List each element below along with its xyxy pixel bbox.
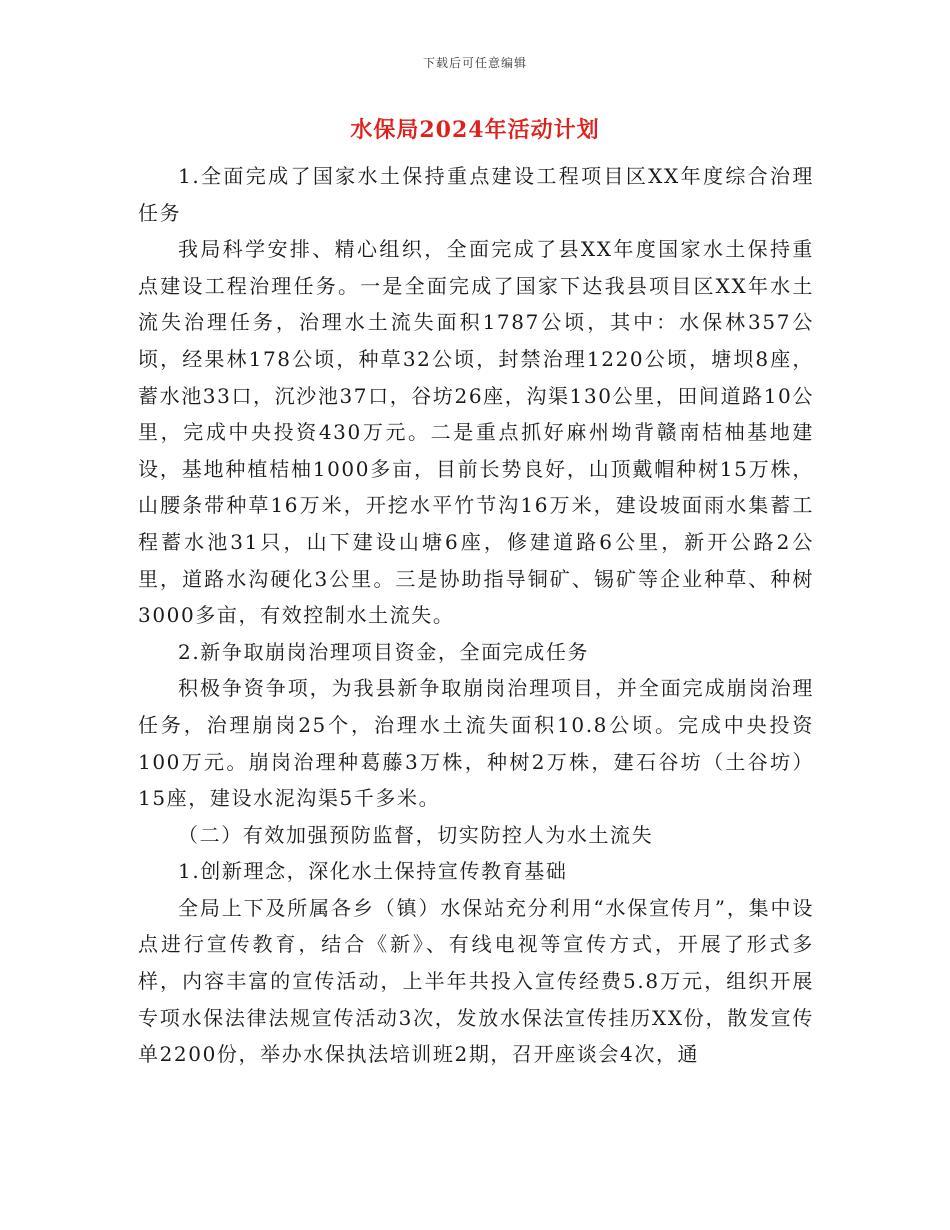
heading-item-2: 2.新争取崩岗治理项目资金，全面完成任务 <box>178 639 590 664</box>
header-note: 下载后可任意编辑 <box>422 56 527 70</box>
body-paragraph: 我局科学安排、精心组织，全面完成了县XX年度国家水土保持重点建设工程治理任务。一是全面完成了国家下达我县项目区XX年水土流失治理任务，治理水土流失面积1787公顷，其中：水保林357公顷，经果林178公顷，种草32公顷，封禁治理1220公顷，塘坝8座，蓄水池33口，沉沙池37口，谷坊26座，沟渠130公里，田间道路10公里，完成中央投资430万元。二是重点抓好麻州坳背赣南桔柚基地建设，基地种植桔柚1000多亩，目前长势良好，山顶戴帽种树15万株，山腰条带种草16万米，开挖水平竹节沟16万米，建设坡面雨水集蓄工程蓄水池31只，山下建设山塘6座，修建道路6公里，新开公路2公里，道路水沟硬化3公里。三是协助指导铜矿、锡矿等企业种草、种树3000多亩，有效控制水土流失。 <box>138 237 814 628</box>
body-paragraph: 积极争资争项，为我县新争取崩岗治理项目，并全面完成崩岗治理任务，治理崩岗25个，治理水土流失面积10.8公顷。完成中央投资100万元。崩岗治理种葛藤3万株，种树2万株，建石谷坊（土谷坊）15座，建设水泥沟渠5千多米。 <box>138 676 814 811</box>
document-body <box>138 158 814 1073</box>
heading-item-1: 1.全面完成了国家水土保持重点建设工程项目区XX年度综合治理任务 <box>138 164 814 225</box>
heading-item-1-prevention: 1.创新理念，深化水土保持宣传教育基础 <box>178 859 568 884</box>
document-title: 水保局2024年活动计划 <box>350 117 600 143</box>
body-paragraph: 全局上下及所属各乡（镇）水保站充分利用“水保宣传月”，集中设点进行宣传教育，结合《新》、有线电视等宣传方式，开展了形式多样，内容丰富的宣传活动，上半年共投入宣传经费5.8万元，组织开展专项水保法律法规宣传活动3次，发放水保法宣传挂历XX份，散发宣传单2200份，举办水保执法培训班2期，召开座谈会4次，通 <box>138 895 814 1067</box>
section-heading: （二）有效加强预防监督，切实防控人为水土流失 <box>178 822 654 847</box>
